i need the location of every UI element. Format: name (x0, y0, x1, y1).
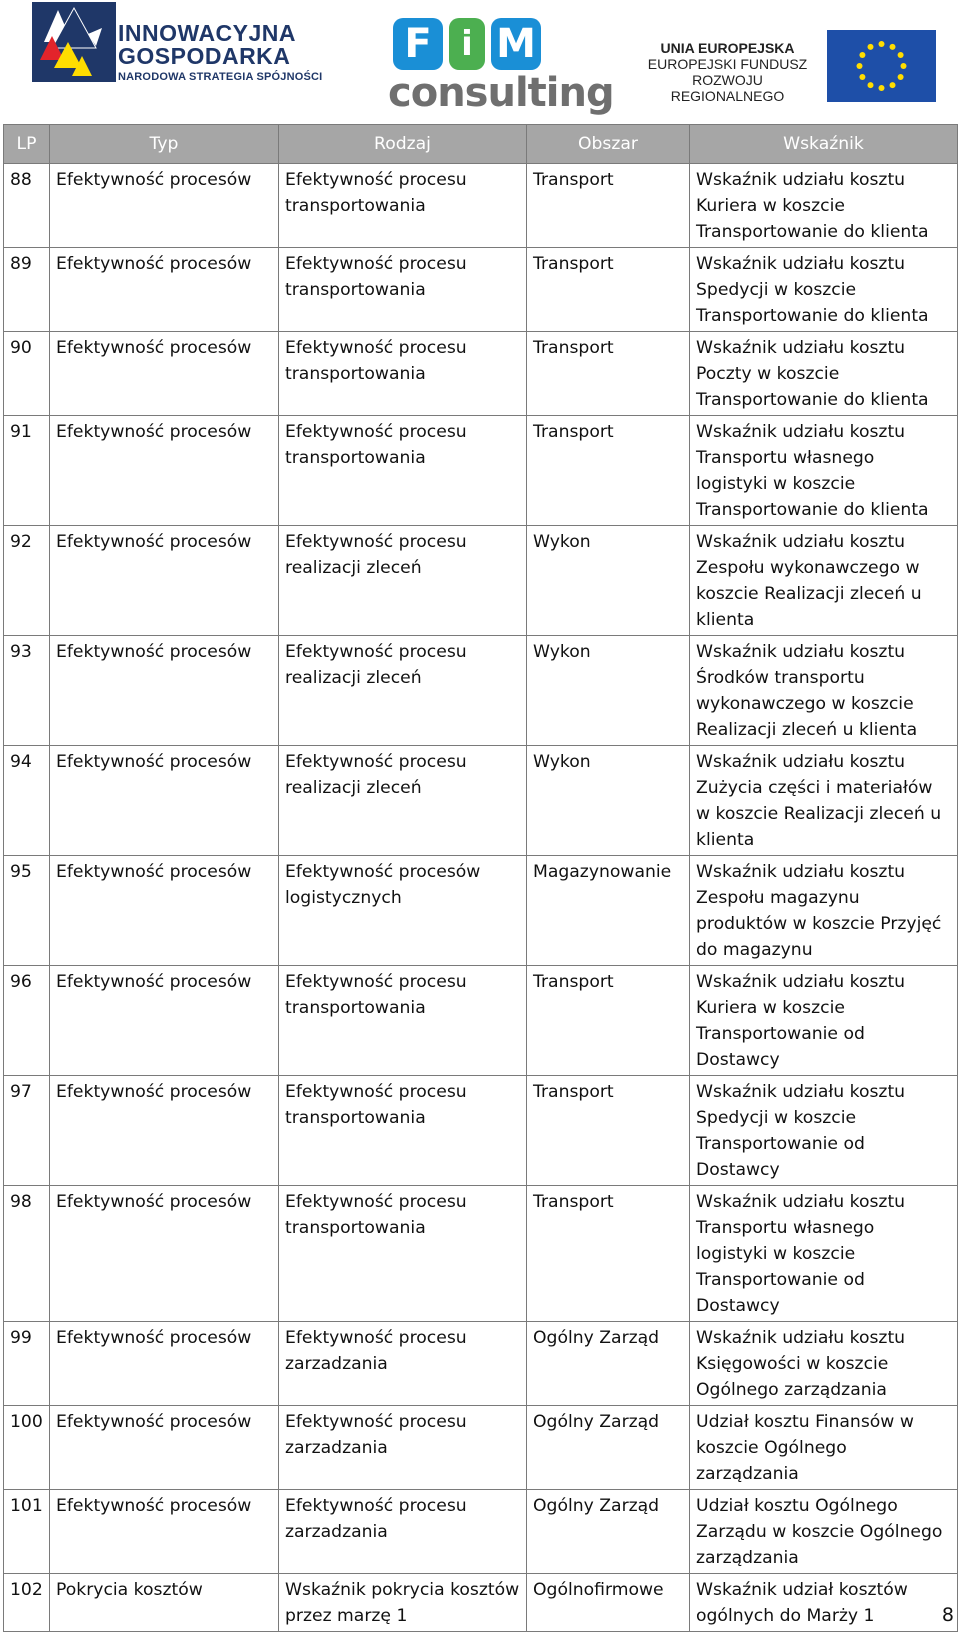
cell-rodzaj: Efektywność procesów logistycznych (279, 856, 527, 966)
cell-rodzaj: Efektywność procesu realizacji zleceń (279, 526, 527, 636)
table-row (4, 746, 958, 856)
cell-typ: Pokrycia kosztów (50, 1574, 279, 1632)
eu-star-icon (879, 41, 885, 47)
cell-rodzaj: Wskaźnik pokrycia kosztów przez marzę 1 (279, 1574, 527, 1632)
eu-star-icon (859, 52, 865, 58)
cell-obszar: Transport (527, 164, 690, 248)
cell-lp: 101 (4, 1490, 50, 1574)
cell-obszar: Magazynowanie (527, 856, 690, 966)
cell-typ: Efektywność procesów (50, 1406, 279, 1490)
page-number: 8 (941, 1604, 954, 1626)
cell-typ: Efektywność procesów (50, 248, 279, 332)
cell-typ: Efektywność procesów (50, 1322, 279, 1406)
cell-wskaznik: Udział kosztu Finansów w koszcie Ogólnego zarządzania (690, 1406, 958, 1490)
cell-typ: Efektywność procesów (50, 526, 279, 636)
cell-wskaznik: Wskaźnik udział kosztów ogólnych do Marży 1 (690, 1574, 958, 1632)
table-row (4, 248, 958, 332)
cell-rodzaj: Efektywność procesu realizacji zleceń (279, 746, 527, 856)
cell-wskaznik: Wskaźnik udziału kosztu Kuriera w koszcie Transportowanie od Dostawcy (690, 966, 958, 1076)
cell-wskaznik: Wskaźnik udziału kosztu Środków transportu wykonawczego w koszcie Realizacji zleceń u klienta (690, 636, 958, 746)
kpi-table (3, 124, 958, 1632)
table-row (4, 856, 958, 966)
cell-wskaznik: Wskaźnik udziału kosztu Poczty w koszcie Transportowanie do klienta (690, 332, 958, 416)
fim-subtitle: consulting (388, 70, 614, 116)
cell-wskaznik: Wskaźnik udziału kosztu Spedycji w koszcie Transportowanie do klienta (690, 248, 958, 332)
table-row (4, 1322, 958, 1406)
cell-lp: 90 (4, 332, 50, 416)
eu-fund-logo (640, 30, 940, 104)
table-row (4, 1186, 958, 1322)
eu-star-icon (868, 44, 874, 50)
logo-text-line1: INNOWACYJNA (118, 20, 297, 46)
cell-rodzaj: Efektywność procesu zarzadzania (279, 1490, 527, 1574)
cell-lp: 100 (4, 1406, 50, 1490)
cell-typ: Efektywność procesów (50, 966, 279, 1076)
eu-star-icon (859, 74, 865, 80)
eu-text-line3: ROZWOJU REGIONALNEGO (670, 72, 785, 104)
cell-obszar: Ogólny Zarząd (527, 1322, 690, 1406)
table-row (4, 164, 958, 248)
eu-star-icon (898, 74, 904, 80)
eu-text-line2: EUROPEJSKI FUNDUSZ (647, 56, 808, 72)
eu-flag-icon (827, 30, 936, 102)
cell-lp: 89 (4, 248, 50, 332)
cell-obszar: Wykon (527, 636, 690, 746)
cell-obszar: Ogólnofirmowe (527, 1574, 690, 1632)
cell-typ: Efektywność procesów (50, 332, 279, 416)
header-obszar: Obszar (527, 125, 690, 164)
header-typ: Typ (50, 125, 279, 164)
table-row (4, 1076, 958, 1186)
cell-obszar: Transport (527, 966, 690, 1076)
cell-lp: 88 (4, 164, 50, 248)
cell-lp: 98 (4, 1186, 50, 1322)
cell-typ: Efektywność procesów (50, 1076, 279, 1186)
table-row (4, 1406, 958, 1490)
cell-wskaznik: Wskaźnik udziału kosztu Zespołu magazynu produktów w koszcie Przyjęć do magazynu (690, 856, 958, 966)
cell-obszar: Transport (527, 248, 690, 332)
fim-letter-i: i (449, 18, 485, 70)
cell-lp: 96 (4, 966, 50, 1076)
cell-wskaznik: Wskaźnik udziału kosztu Spedycji w koszcie Transportowanie od Dostawcy (690, 1076, 958, 1186)
cell-lp: 92 (4, 526, 50, 636)
fim-consulting-logo (388, 18, 614, 116)
eu-star-icon (890, 44, 896, 50)
cell-lp: 95 (4, 856, 50, 966)
cell-wskaznik: Wskaźnik udziału kosztu Księgowości w koszcie Ogólnego zarządzania (690, 1322, 958, 1406)
logo-text-line2: GOSPODARKA (118, 43, 291, 69)
cell-wskaznik: Wskaźnik udziału kosztu Kuriera w koszcie Transportowanie do klienta (690, 164, 958, 248)
cell-typ: Efektywność procesów (50, 636, 279, 746)
cell-typ: Efektywność procesów (50, 1186, 279, 1322)
cell-wskaznik: Wskaźnik udziału kosztu Transportu własnego logistyki w koszcie Transportowanie od Dostawcy (690, 1186, 958, 1322)
table-row (4, 636, 958, 746)
cell-rodzaj: Efektywność procesu transportowania (279, 1076, 527, 1186)
cell-rodzaj: Efektywność procesu zarzadzania (279, 1322, 527, 1406)
cell-lp: 91 (4, 416, 50, 526)
cell-lp: 97 (4, 1076, 50, 1186)
innowacyjna-gospodarka-logo (32, 2, 332, 86)
header-wskaznik: Wskaźnik (690, 125, 958, 164)
eu-star-icon (879, 85, 885, 91)
cell-wskaznik: Wskaźnik udziału kosztu Zespołu wykonawczego w koszcie Realizacji zleceń u klienta (690, 526, 958, 636)
cell-typ: Efektywność procesów (50, 856, 279, 966)
cell-lp: 93 (4, 636, 50, 746)
cell-obszar: Transport (527, 332, 690, 416)
table-row (4, 1490, 958, 1574)
cell-rodzaj: Efektywność procesu transportowania (279, 332, 527, 416)
fim-letter-m: M (491, 18, 541, 70)
cell-lp: 102 (4, 1574, 50, 1632)
table-row (4, 966, 958, 1076)
header-logos (0, 0, 960, 118)
cell-rodzaj: Efektywność procesu transportowania (279, 966, 527, 1076)
eu-text-line1: UNIA EUROPEJSKA (660, 40, 795, 56)
cell-wskaznik: Udział kosztu Ogólnego Zarządu w koszcie Ogólnego zarządzania (690, 1490, 958, 1574)
cell-obszar: Wykon (527, 526, 690, 636)
header-rodzaj: Rodzaj (279, 125, 527, 164)
table-header-row (4, 125, 958, 164)
cell-rodzaj: Efektywność procesu transportowania (279, 416, 527, 526)
eu-star-icon (857, 63, 863, 69)
cell-lp: 99 (4, 1322, 50, 1406)
cell-obszar: Ogólny Zarząd (527, 1406, 690, 1490)
header-lp: LP (4, 125, 50, 164)
cell-lp: 94 (4, 746, 50, 856)
eu-star-icon (898, 52, 904, 58)
table-row (4, 332, 958, 416)
cell-obszar: Ogólny Zarząd (527, 1490, 690, 1574)
cell-typ: Efektywność procesów (50, 416, 279, 526)
table-row (4, 526, 958, 636)
cell-obszar: Wykon (527, 746, 690, 856)
cell-typ: Efektywność procesów (50, 164, 279, 248)
table-row (4, 416, 958, 526)
cell-rodzaj: Efektywność procesu transportowania (279, 248, 527, 332)
cell-typ: Efektywność procesów (50, 1490, 279, 1574)
eu-star-icon (901, 63, 907, 69)
innowacyjna-gospodarka-emblem (32, 2, 116, 82)
cell-rodzaj: Efektywność procesu transportowania (279, 164, 527, 248)
fim-letter-f: F (393, 18, 443, 70)
logo-text-line3: NARODOWA STRATEGIA SPÓJNOŚCI (118, 71, 323, 83)
cell-obszar: Transport (527, 1186, 690, 1322)
eu-star-icon (868, 82, 874, 88)
cell-obszar: Transport (527, 1076, 690, 1186)
cell-rodzaj: Efektywność procesu zarzadzania (279, 1406, 527, 1490)
table-row (4, 1574, 958, 1632)
cell-wskaznik: Wskaźnik udziału kosztu Transportu własnego logistyki w koszcie Transportowanie do klienta (690, 416, 958, 526)
cell-obszar: Transport (527, 416, 690, 526)
cell-rodzaj: Efektywność procesu transportowania (279, 1186, 527, 1322)
cell-typ: Efektywność procesów (50, 746, 279, 856)
eu-star-icon (890, 82, 896, 88)
cell-wskaznik: Wskaźnik udziału kosztu Zużycia części i materiałów w koszcie Realizacji zleceń u klienta (690, 746, 958, 856)
cell-rodzaj: Efektywność procesu realizacji zleceń (279, 636, 527, 746)
